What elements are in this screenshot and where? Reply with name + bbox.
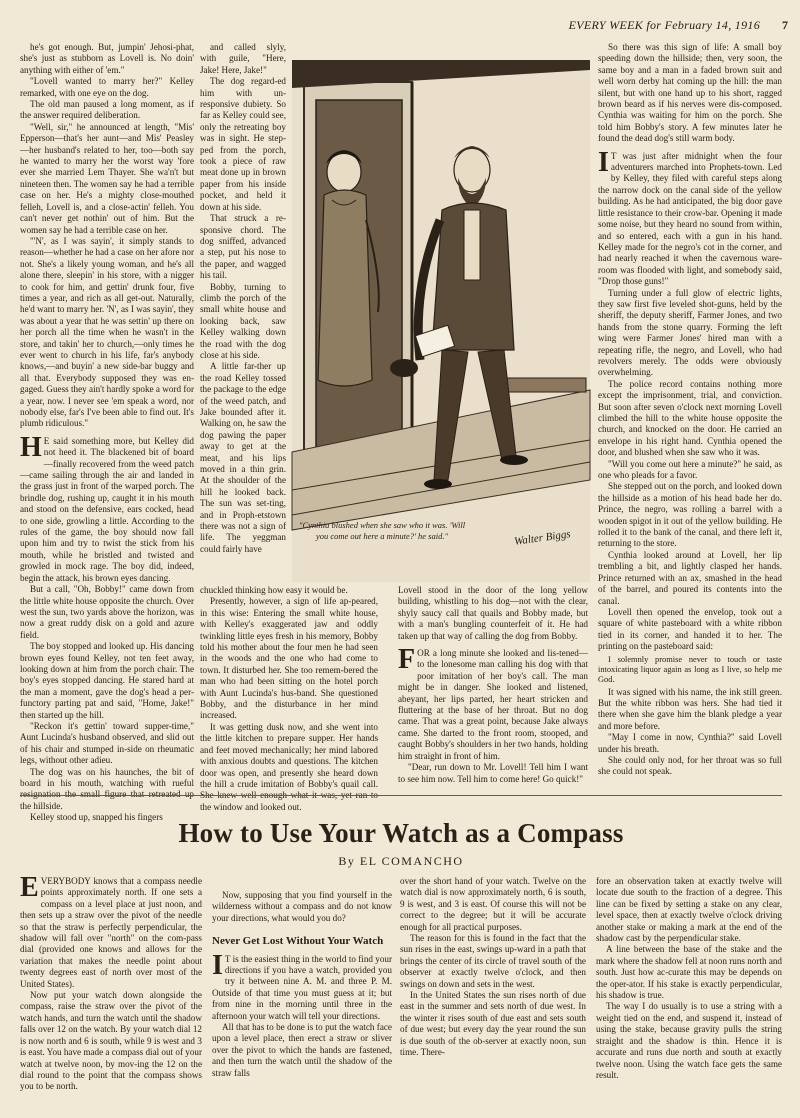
article-column-1 [20, 872, 202, 1112]
story-paragraph: The dog regard-ed him with un-responsive dubiety. So far as Kelley could see, only the retreating boy was in sight. He step-ped from the porch, took a piece of raw meat done up in brown paper from his inside pocket, and held it down at his side. [200, 76, 286, 212]
pledge-text: I solemnly promise never to touch or taste intoxicating liquor again as long as I live, so help me God. [598, 654, 782, 684]
story-column-3b [398, 585, 588, 785]
story-paragraph: Cynthia looked around at Lovell, her lip trembling a bit, and lightly clasped her hands. Prince returned with an ax, smashed in the head of the barrel, and poured its contents into the canal. [598, 549, 782, 606]
story-illustration [292, 60, 590, 582]
story-paragraph: he's got enough. But, jumpin' Jehosi-phat, she's just as stubborn as Lovell is. No doin' anything with either of 'em." [20, 42, 194, 75]
article-paragraph: fore an observation taken at exactly twelve will locate due south to the fraction of a degree. This line can be fixed by setting a stake on any clear, level space, then at exactly twelve o'clock driving another stake or making a mark at the end of the shadow cast by the perpendicular stake. [596, 876, 782, 944]
story-paragraph: The police record contains nothing more except the imprisonment, trial, and conviction. But soon after seven o'clock next morning Lovell climbed the hill to the white house opposite the church, and knocked on the door. He carried an envelope in his right hand. Cynthia opened the door, and blushed when she saw who it was. [598, 378, 782, 458]
story-paragraph: So there was this sign of life: A small boy speeding down the hillside; then, very soon, the same boy and a man in a faded brown suit and well worn derby hat coming up the hill: the man silent, but with one hand up to his short, ragged brown beard as if his nerves were dis-composed. Cynthia was waiting for him on the porch. She told him Bobby's story. A few minutes later he found the dead dog's still warm body. [598, 42, 782, 144]
story-paragraph: and called slyly, with guile, "Here, Jake! Here, Jake!" [200, 42, 286, 75]
article-paragraph: over the short hand of your watch. Twelve on the watch dial is now approximately north, 6 is south, 9 is west, and 3 is east. Of course this will not be correct to the degree; but it will be accurate enough for all practical purposes. [400, 876, 586, 932]
article-paragraph: In the United States the sun rises north of due east in the summer and sets north of due west. In the winter it rises south of due east and sets south of due west; but every day the year round the sun is due south of the ob-server at exactly noon, sun time. There- [400, 990, 586, 1058]
article-subheading: Never Get Lost Without Your Watch [212, 935, 384, 948]
article-paragraph: IT is the easiest thing in the world to find your directions if you have a watch, provided you try it between nine A. M. and three P. M. Outside of that time you must guess at it; but from nine in the morning until three in the afternoon your watch will tell your directions. [212, 949, 392, 1021]
story-paragraph: The boy stopped and looked up. His dancing brown eyes found Kelley, not ten feet away, looking down at him from the porch chair. The boy's eyes stopped dancing. He stared hard at the man a moment, gave the dog's head a per-functory parting pat and said, "Home, Jake!" then started up the hill. [20, 641, 194, 720]
article-column-2 [212, 890, 392, 1112]
page-number: 7 [782, 18, 788, 32]
story-paragraph: "Lovell wanted to marry her?" Kelley remarked, with one eye on the dog. [20, 76, 194, 98]
story-column-1 [20, 42, 194, 823]
story-paragraph: Turning under a full glow of electric lights, they saw first five leveled shot-guns, held by the sheriff, the deputy sheriff, Farmer Jones, and two hands from the stone quarry. Forming the left wing were Farmer Jones' hired man with a repeating rifle, the negro, and Lovell, who had revolvers merely. The odds were obviously overwhelming. [598, 287, 782, 378]
story-paragraph: Lovell stood in the door of the long yellow building, whistling to his dog—not with the clear, shyly saucy call that quails and Bobby made, but with a man's bungling counterfeit of it. He had taken up that way of calling the dog from Bobby. [398, 585, 588, 641]
story-paragraph: She stepped out on the porch, and looked down the hillside as a motion of his head bade her do. Prince, the negro, was rolling a barrel with a wooden spigot in it out of the yellow building. He rolled it to the bank of the canal, and there left it, returning to the store. [598, 481, 782, 549]
story-paragraph: "May I come in now, Cynthia?" said Lovell under his breath. [598, 732, 782, 754]
article-paragraph: EVERYBODY knows that a compass needle points approximately north. If one sets a compass on a level place at just noon, and then sets up a straw over the pivot of the needle so that the straw is perfectly perpendicular, the shadow will fall over "north" on the com-pass dial (provided one knows and allows for the variation that makes the needle point about twenty degrees east of north over most of the United States). [20, 872, 202, 989]
story-paragraph: Presently, however, a sign of life ap-peared, in this wise: Entering the small white house, with Kelley's exaggerated jaw and oddly twinkling little eyes fresh in his memory, Bobby told his mother about the four men he had seen in the woods and the one who had come to town. It disturbed her. She too remem-bered the man who had been sitting on the hotel porch with Aunt Lucinda's hus-band. She questioned Bobby, and the disturbance in her mind increased. [200, 596, 378, 721]
illustrator-signature: Walter Biggs [513, 528, 572, 548]
story-paragraph: IT was just after midnight when the four adventurers marched into Prophets-town. Led by Kelley, they filed with careful steps along the narrow dock on the canal side of the yellow building. As he had anticipated, the big door gave little resistance to their crow-bar. Opening it made some noise, but they heard no sound from within, and so entered, each with a gun in his hand. Kelley made for the negro's cot in the corner, and had nearly reached it when the cavernous ware-room was flooded with light, and somebody said, "Drop those guns!" [598, 146, 782, 287]
story-paragraph: But a call, "Oh, Bobby!" came down from the little white house opposite the church. Over west the sun, two yards above the horizon, was now a great ruddy disk on a gold and azure field. [20, 584, 194, 640]
story-column-2 [200, 42, 286, 582]
story-paragraph: HE said something more, but Kelley did not heed it. The blackened bit of board—finally recovered from the weed patch—came sailing through the air and landed in the grass just in front of the warped porch. The brindle dog, rushing up, caught it in his mouth and stood on the defensive, ears cocked, head to one side, growling a little. According to the rules of the game, the boy should now fall upon him and try to twist the stick from his mouth, while he bristled and twisted and growled in mock rage. The boy did, indeed, begin the attack, his brown eyes dancing. [20, 431, 194, 583]
story-paragraph: chuckled thinking how easy it would be. [200, 585, 348, 595]
article-column-3 [400, 876, 586, 1112]
section-divider [20, 795, 782, 796]
story-paragraph: "Dear, run down to Mr. Lovell! Tell him I want to see him now. Tell him to come here! Go quick!" [398, 762, 588, 784]
story-paragraph: "'N', as I was sayin', it simply stands to reason—whether he had a case on her afore nor not. She's a likely young woman, and he's all alone there, sleepin' in his store, with a nigger to cook for him, and gettin' drunk four, five times a year, and rich as all get-out. Naturally, he'd want to marry her. 'N', as I was sayin', they was about a year that he was settin' up there on her porch all the time when he wasn't in the store, and takin' her to church,—only times he ever went to church in his life, far's anybody knows,—and buyin' a new side-bar buggy and all that. Everybody supposed they was en-gaged. Guess they ain't hardly spoke a word for a year, now. I never see 'em speak a word, nor nobody else, far's I've been able to find out. It's plumb ridiculous." [20, 235, 194, 429]
article-paragraph: All that has to be done is to put the watch face upon a level place, then erect a straw or sliver over the pivot to which the hands are fastened, and then turn the watch until the shadow of the straw falls [212, 1022, 392, 1078]
story-paragraph: She could only nod, for her throat was so full she could not speak. [598, 754, 782, 777]
story-paragraph: "Well, sir," he announced at length, "Mis' Epperson—that's her aunt—and Mis' Peasley—her husband's related to her, too—both say he wanted to marry her the worst way 'fore ever she married Lem Thayer. She wa'n't but nineteen then. The women say he had a terrible case on her. He's a mighty close-mouthed felleh, Lovell is, and a close-actin' felleh. You can't never get nothin' out of him. But the women say he had a terrible case on her. [20, 121, 194, 235]
story-paragraph: The dog was on his haunches, the bit of board in his mouth, watching with rueful the hillside. [20, 766, 194, 811]
running-head: EVERY WEEK for February 14, 1916 [568, 18, 760, 32]
article-paragraph: Now put your watch down alongside the compass, raise the straw over the pivot of the watch hands, and turn the watch until the shadow falls over 12 on the watch. By your watch dial 12 is now north and 6 is south, while 9 is west and 3 is east. You have made a compass dial out of your watch at twelve noon, by mov-ing the 12 on the dial round to the point that the compass shows you to be north. [20, 990, 202, 1092]
story-paragraph: The old man paused a long moment, as if the answer required deliberation. [20, 99, 194, 121]
article-paragraph: A line between the base of the stake and the mark where the shadow fell at noon runs north and south. Just how ac-curate this may be depends on the oper-ator. If his stake is exactly perpendicular, his shadow is true. [596, 944, 782, 1001]
article-title: How to Use Your Watch as a Compass [178, 818, 624, 848]
illustration-caption: "Cynthia blushed when she saw who it was. 'Will you come out here a minute?' he said." [298, 520, 466, 541]
page-header [20, 18, 790, 34]
story-paragraph: "Reckon it's gettin' toward supper-time," Aunt Lucinda's husband observed, and slid out of his chair and stumped in-side on rheumatic legs, without other adieu. [20, 720, 194, 766]
story-paragraph: Bobby, turning to climb the porch of the small white house and looking back, saw Kelley walking down the road with the dog close at his side. [200, 281, 286, 360]
story-column-2b [200, 585, 378, 812]
story-paragraph: It was signed with his name, the ink still green. But the white ribbon was hers. She had tied it there when she gave him the blank pledge a year and more before. [598, 686, 782, 731]
article-column-4 [596, 876, 782, 1112]
article-paragraph: Now, supposing that you find yourself in the wilderness without a compass and do not know your directions, what would you do? [212, 890, 392, 923]
article-paragraph: The reason for this is found in the fact that the sun rises in the east, swings up-ward in a path that brings the center of its circle of travel south of the observer at exactly twelve o'clock, and then swings on down and sets in the west. [400, 933, 586, 989]
story-paragraph: Kelley stood up, snapped his fingers [30, 812, 163, 823]
story-paragraph: It was getting dusk now, and she went into the little kitchen to prepare supper. Her hands and feet moved mechanically; her mind labored with anxious doubts and questions. The kitchen door was open, and presently she heard down the hill a crude imitation of Bobby's quail call. the window and looked out. [200, 721, 378, 812]
article-paragraph: The way I do usually is to use a string with a weight tied on the end, and suspend it, instead of using the stake, because gravity pulls the string straight and the shadow is thin. Hence it is accurate and runs due north and south at exactly twelve noon. Using the watch face gets the same result. [596, 1001, 782, 1080]
story-paragraph: "Will you come out here a minute?" he said, as one who pleads for a favor. [598, 458, 782, 481]
story-column-4 [598, 42, 782, 784]
illustration-drawing [292, 60, 590, 582]
story-paragraph: That struck a re-sponsive chord. The dog sniffed, advanced a step, put his nose to the paper, and wagged his tail. [200, 213, 286, 281]
story-paragraph: FOR a long minute she looked and lis-tened—to the lonesome man calling his dog with that poor imitation of her boy's call. The man might be in danger. She looked and listened, abeyant, her lips parted, her heart stricken and fluttering at the base of her throat. But no dog came. That was a great point, because Jake always came. She darted to the front room, stooped, and caught Bobby's shoulders in her two hands, holding him straight in front of him. [398, 644, 588, 761]
article-byline: By EL COMANCHO [338, 854, 464, 868]
story-paragraph: Lovell then opened the envelop, took out a square of white pasteboard with a white ribbon tied in its corner, and handed it to her. The printing on the pasteboard said: [598, 606, 782, 652]
story-paragraph: A little far-ther up the road Kelley tossed the package to the edge of the weed patch, and Jake bounded after it. Walking on, he saw the dog pawing the paper away to get at the meat, and his lips moved in a thin grin. At the shoulder of the hill he looked back. The sun was set-ting, and in Proph-etstown there was not a sign of life. The yeggman could fairly have [200, 361, 286, 554]
